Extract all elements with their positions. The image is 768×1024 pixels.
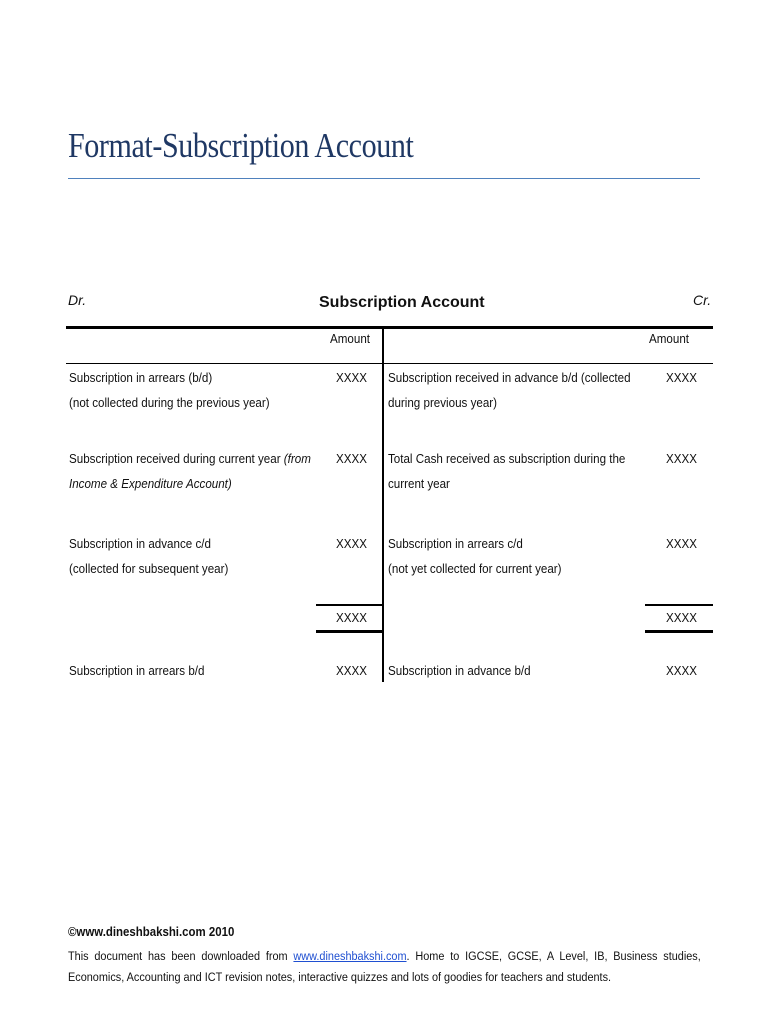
total-left-bottom-rule — [316, 630, 382, 633]
debit-entry-2 — [69, 447, 311, 496]
credit-entry-3-amount: XXXX — [666, 536, 697, 551]
center-divider — [382, 328, 384, 682]
balance-left-amount: XXXX — [336, 663, 367, 678]
debit-entry-3-amount: XXXX — [336, 536, 367, 551]
credit-entry-2 — [388, 447, 625, 496]
total-left: XXXX — [336, 610, 367, 625]
total-right: XXXX — [666, 610, 697, 625]
amount-header-right: Amount — [649, 331, 689, 346]
debit-entry-2-line2: Income & Expenditure Account) — [69, 475, 232, 491]
footer-text — [68, 946, 701, 988]
debit-entry-1-amount: XXXX — [336, 370, 367, 385]
debit-entry-2-line1: Subscription received during current year — [69, 451, 284, 466]
top-heavy-rule — [66, 326, 713, 329]
amount-header-left: Amount — [330, 331, 370, 346]
credit-entry-1-line2: during previous year) — [388, 394, 498, 410]
footer-text-before-link: This document has been downloaded from — [68, 949, 294, 963]
balance-right-label: Subscription in advance b/d — [388, 663, 531, 678]
credit-entry-1-line1: Subscription received in advance b/d (collected — [388, 370, 631, 385]
debit-entry-2-amount: XXXX — [336, 451, 367, 466]
credit-entry-3-line2: (not yet collected for current year) — [388, 560, 562, 576]
credit-entry-1 — [388, 366, 631, 415]
debit-entry-3-line2: (collected for subsequent year) — [69, 560, 229, 576]
balance-left-label: Subscription in arrears b/d — [69, 663, 205, 678]
dr-label: Dr. — [68, 292, 87, 308]
footer-website-link[interactable]: www.dineshbakshi.com — [293, 949, 407, 963]
debit-entry-2-line2-wrap — [69, 472, 311, 497]
credit-entry-3-line1: Subscription in arrears c/d — [388, 536, 523, 551]
debit-entry-1-line2: (not collected during the previous year) — [69, 394, 270, 410]
title-underline — [68, 178, 700, 179]
credit-entry-1-amount: XXXX — [666, 370, 697, 385]
balance-right-amount: XXXX — [666, 663, 697, 678]
footer-copyright: ©www.dineshbakshi.com 2010 — [68, 924, 235, 939]
debit-entry-3-line1: Subscription in advance c/d — [69, 536, 211, 551]
debit-entry-2-line1-italic: (from — [283, 451, 311, 466]
debit-entry-3 — [69, 532, 228, 581]
credit-entry-2-line1: Total Cash received as subscription during the — [388, 451, 626, 466]
cr-label: Cr. — [693, 292, 712, 308]
debit-entry-1 — [69, 366, 270, 415]
page-title: Format-Subscription Account — [68, 126, 414, 165]
account-name: Subscription Account — [319, 294, 485, 311]
credit-entry-2-amount: XXXX — [666, 451, 697, 466]
header-bottom-rule — [66, 363, 713, 364]
debit-entry-1-line1: Subscription in arrears (b/d) — [69, 370, 213, 385]
total-right-bottom-rule — [645, 630, 713, 633]
debit-entry-2-line1-wrap — [69, 447, 311, 472]
credit-entry-3 — [388, 532, 562, 581]
footer-text-after-link: . Home to IGCSE, GCSE, A Level, IB, Business studies, Economics, Accounting and ICT revision notes, interactive quizzes and lots of goodies for teachers and students. — [68, 949, 701, 984]
credit-entry-2-line2: current year — [388, 475, 450, 491]
